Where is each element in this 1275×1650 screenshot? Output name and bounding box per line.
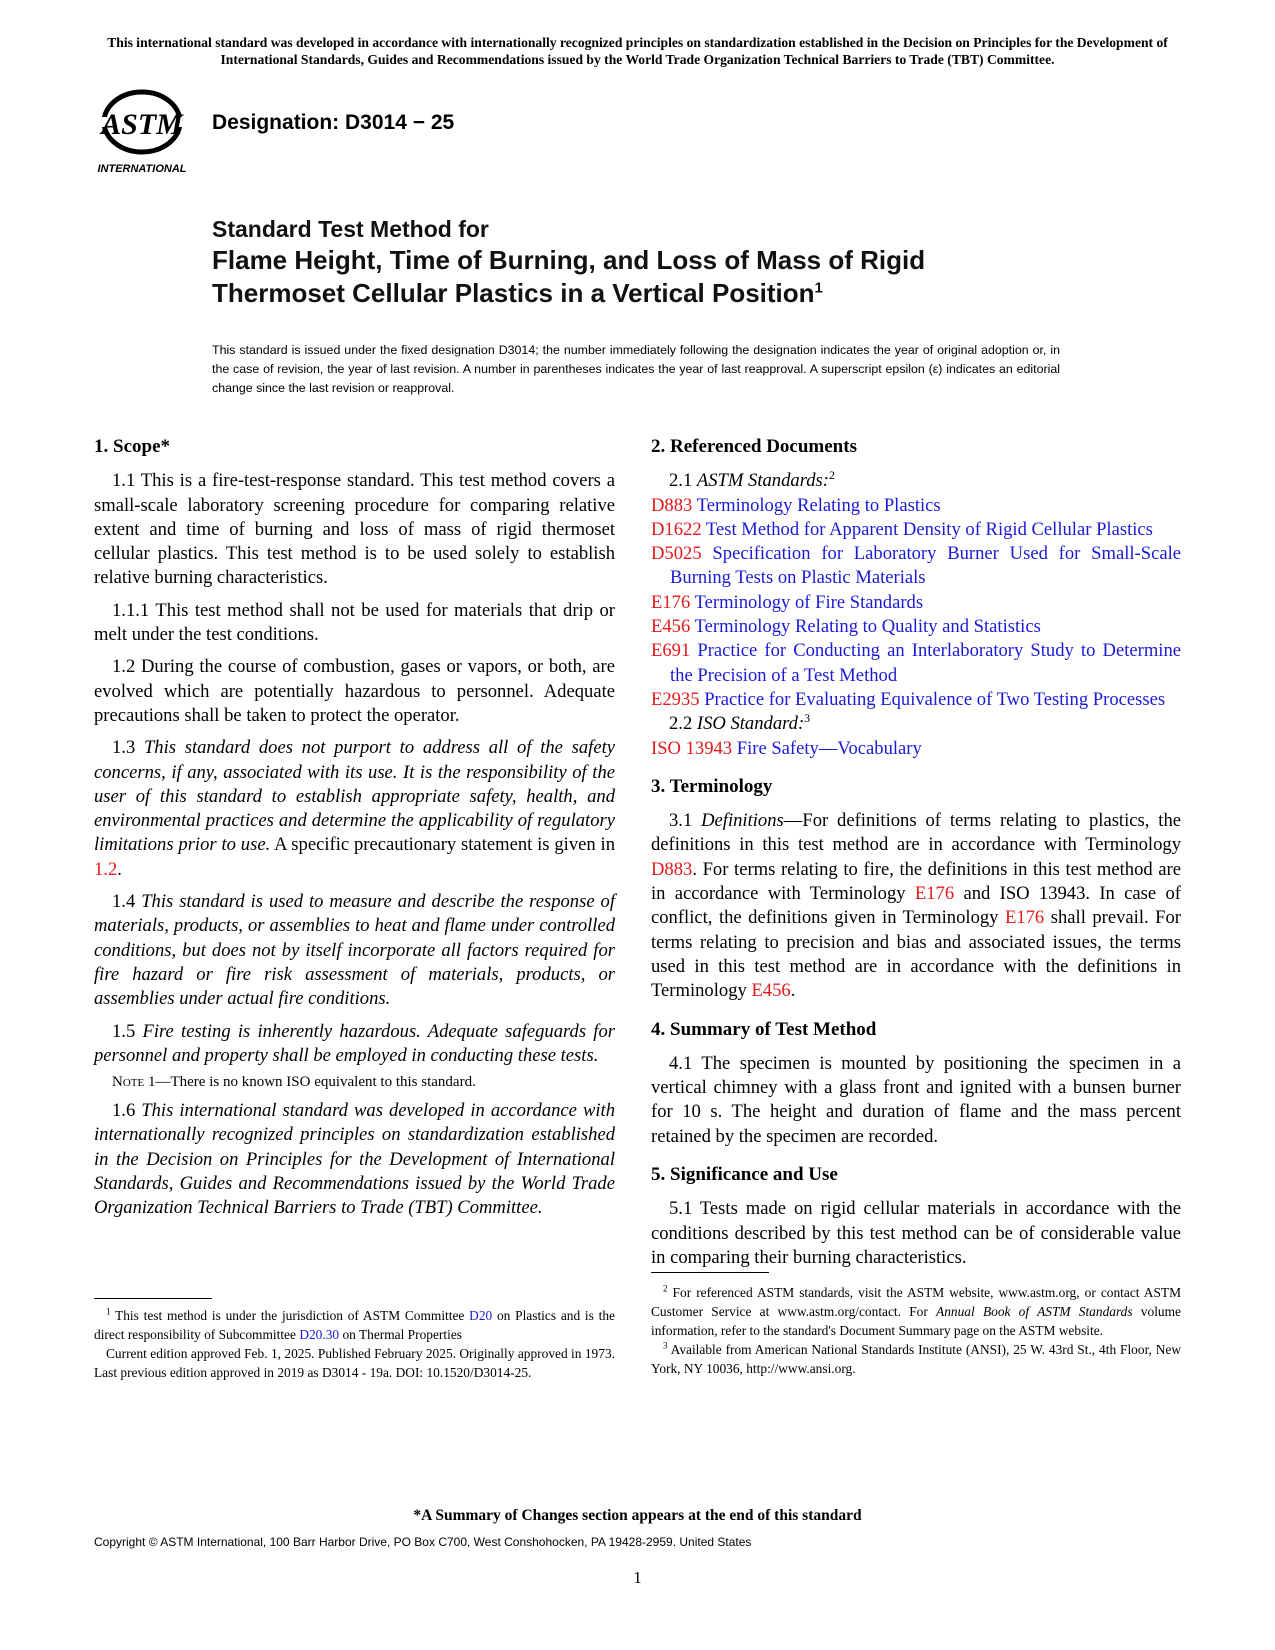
link-1-2[interactable]: 1.2 xyxy=(94,858,118,880)
para-1-6-italic: This international standard was developed in accordance with internationally recognized principles on standardization established in the Decision on Principles for the Development of International Standards, Guides and Recommendations issued by the World Trade Organization Technical Barriers to Trade (TBT) Committee. xyxy=(94,1100,615,1219)
reference-item[interactable] xyxy=(651,591,1181,615)
reference-item[interactable] xyxy=(651,542,1181,591)
iso-reference-list xyxy=(651,737,1181,761)
para-3-1: 3.1 Definitions—For definitions of terms relating to plastics, the definitions in this test method are in accordance with Terminology D883. For terms relating to fire, the definitions in this test method are in accordance with Terminology E176 and ISO 13943. In case of conflict, the definitions given in Terminology E176 shall prevail. For terms relating to precision and bias and associated issues, the terms used in this test method are in accordance with the definitions in Terminology E456. xyxy=(651,810,1181,1002)
page-number: 1 xyxy=(633,1568,642,1587)
link-e176[interactable]: E176 xyxy=(914,883,955,905)
reference-code[interactable]: ISO 13943 xyxy=(651,737,733,759)
astm-logo-icon xyxy=(92,86,192,178)
link-e176[interactable]: E176 xyxy=(1004,907,1045,929)
para-number: 1.4 xyxy=(112,891,136,913)
logo-text: ASTM xyxy=(101,108,183,141)
reference-title[interactable]: Test Method for Apparent Density of Rigid Cellular Plastics xyxy=(701,518,1153,540)
astm-standards-label: 2.1 ASTM Standards:$^2$ xyxy=(669,468,835,492)
reference-code[interactable]: E456 xyxy=(651,616,691,638)
link-d883[interactable]: D883 xyxy=(651,858,693,880)
footnotes-right: $^2$ For referenced ASTM standards, visit the ASTM website, www.astm.org, or contact ASTM Customer Service at www.astm.org/contact. For Annual Book of ASTM Standards volume information, refer to the standard's Document Summary page on the ASTM website. $^3$ Available from American National Standards Institute (ANSI), 25 W. 43rd St., 4th Floor, New York, NY 10036, http://www.ansi.org. xyxy=(651,1283,1182,1376)
reference-item[interactable] xyxy=(651,615,1181,639)
designation: Designation: D3014 − 25 xyxy=(212,111,455,134)
astm-logo xyxy=(92,86,192,178)
reference-code[interactable]: E176 xyxy=(651,591,691,613)
title-line-1: Standard Test Method for xyxy=(212,216,489,242)
para-number: 1.3 xyxy=(112,737,136,759)
reference-title[interactable]: Practice for Conducting an Interlaboratory Study to Determine the Precision of a Test Method xyxy=(670,640,1181,686)
right-column xyxy=(651,435,1181,1278)
section-2-heading: 2. Referenced Documents xyxy=(651,436,857,457)
para-4-1: 4.1 The specimen is mounted by positioning the specimen in a vertical chimney with a glass front and ignited with a bunsen burner for 10 s. The height and duration of flame and the mass percent retained by the specimen are recorded. xyxy=(651,1052,1181,1147)
iso-standard-label: 2.2 ISO Standard:$^3$ xyxy=(669,711,811,735)
para-1-3: 1.3 This standard does not purport to address all of the safety concerns, if any, associated with its use. It is the responsibility of the user of this standard to establish appropriate safety, health, and environmental practices and determine the applicability of regulatory limitations prior to use. A specific precautionary statement is given in 1.2. xyxy=(94,737,616,880)
link-e456[interactable]: E456 xyxy=(751,980,791,1002)
top-notice: This international standard was developed in accordance with internationally recognized principles on standardization established in the Decision on Principles for the Development of International Standards, Guides and Recommendations issued by the World Trade Organization Technical Barriers to Trade (TBT) Committee. xyxy=(107,35,1168,67)
logo-subtext: INTERNATIONAL xyxy=(97,163,187,175)
reference-item[interactable] xyxy=(651,639,1181,688)
reference-code[interactable]: E691 xyxy=(651,640,691,662)
para-number: 1.6 xyxy=(112,1100,136,1122)
para-1-6 xyxy=(94,1099,615,1220)
footnote-1-para-2: Current edition approved Feb. 1, 2025. Published February 2025. Originally approved in 1973. Last previous edition approved in 2019 as D3014 - 19a. DOI: 10.1520/D3014-25. xyxy=(94,1346,615,1380)
para-5-1: 5.1 Tests made on rigid cellular materials in accordance with the conditions described by this test method can be of considerable value in comparing their burning characteristics. xyxy=(651,1198,1181,1268)
reference-title[interactable]: Specification for Laboratory Burner Used for Small-Scale Burning Tests on Plastic Materials xyxy=(670,543,1181,589)
astm-reference-list xyxy=(651,494,1181,713)
para-1-3-tail: A specific precautionary statement is given in xyxy=(274,834,616,856)
para-1-3-italic: This standard does not purport to address all of the safety concerns, if any, associated with its use. It is the responsibility of the user of this standard to establish appropriate safety, health, and environmental practices and determine the applicability of regulatory limitations prior to use. xyxy=(94,737,615,856)
left-column xyxy=(94,435,615,1229)
reference-title[interactable]: Practice for Evaluating Equivalence of Two Testing Processes xyxy=(699,688,1166,710)
note-label: Note xyxy=(112,1074,145,1091)
reference-title[interactable]: Fire Safety—Vocabulary xyxy=(732,737,922,759)
reference-item[interactable] xyxy=(651,518,1181,542)
summary-of-changes-note: *A Summary of Changes section appears at the end of this standard xyxy=(413,1507,862,1524)
footnotes-left: $^1$ This test method is under the jurisdiction of ASTM Committee D20 on Plastics and is the direct responsibility of Subcommittee D20.30 on Thermal Properties Current edition approved Feb. 1, 2025. Published February 2025. Originally approved in 1973. Last previous edition approved in 2019 as D3014 - 19a. DOI: 10.1520/D3014-25. xyxy=(94,1306,615,1380)
section-3-heading: 3. Terminology xyxy=(651,775,773,797)
reference-item[interactable] xyxy=(651,494,1181,518)
para-1-2: 1.2 During the course of combustion, gases or vapors, or both, are evolved which are potentially hazardous to personnel. Adequate precautions shall be taken to protect the operator. xyxy=(94,656,615,726)
issue-note: This standard is issued under the fixed designation D3014; the number immediately following the designation indicates the year of original adoption or, in the case of revision, the year of last revision. A number in parentheses indicates the year of last reapproval. A superscript epsilon (ε) indicates an editorial change since the last revision or reapproval. xyxy=(212,343,1060,395)
reference-code[interactable]: D1622 xyxy=(651,518,702,540)
title-footnote-mark[interactable]: 1 xyxy=(814,279,823,297)
reference-title[interactable]: Terminology of Fire Standards xyxy=(690,591,924,613)
section-1-heading: 1. Scope* xyxy=(94,436,170,457)
copyright: Copyright © ASTM International, 100 Barr Harbor Drive, PO Box C700, West Conshohocken, PA 19428-2959. United States xyxy=(94,1535,752,1549)
para-1-4 xyxy=(94,890,615,1011)
reference-item[interactable] xyxy=(651,737,1181,761)
para-1-1-1: 1.1.1 This test method shall not be used for materials that drip or melt under the test conditions. xyxy=(94,599,615,646)
title-line-3: Thermoset Cellular Plastics in a Vertical Position xyxy=(212,278,815,308)
footnote-rule-left xyxy=(94,1298,212,1299)
footnote-2-mark[interactable]: 2 xyxy=(828,468,835,483)
para-1-5 xyxy=(94,1020,615,1069)
para-number: 1.5 xyxy=(112,1020,136,1042)
section-5-heading: 5. Significance and Use xyxy=(651,1164,838,1186)
reference-code[interactable]: D5025 xyxy=(651,543,702,565)
section-4-heading: 4. Summary of Test Method xyxy=(651,1018,877,1040)
document-title xyxy=(212,214,925,310)
note-1 xyxy=(94,1071,615,1093)
reference-code[interactable]: D883 xyxy=(651,494,693,516)
reference-code[interactable]: E2935 xyxy=(651,688,700,710)
title-line-2: Flame Height, Time of Burning, and Loss of Mass of Rigid xyxy=(212,245,926,275)
para-1-1: 1.1 This is a fire-test-response standard. This test method covers a small-scale laboratory screening procedure for comparing relative extent and time of burning and loss of mass of rigid thermoset cellular plastics. This test method is to be used solely to establish relative burning characteristics. xyxy=(94,470,615,589)
para-1-5-italic: Fire testing is inherently hazardous. Adequate safeguards for personnel and property shall be employed in conducting these tests. xyxy=(94,1020,616,1066)
para-1-4-italic: This standard is used to measure and describe the response of materials, products, or assemblies to heat and flame under controlled conditions, but does not by itself incorporate all factors required for fire hazard or fire risk assessment of materials, products, or assemblies under actual fire conditions. xyxy=(94,891,616,1010)
link-d20-30[interactable]: D20.30 xyxy=(299,1327,340,1342)
note-text: 1—There is no known ISO equivalent to this standard. xyxy=(147,1074,476,1091)
reference-title[interactable]: Terminology Relating to Quality and Statistics xyxy=(690,616,1041,638)
term-definitions: Definitions xyxy=(701,810,784,832)
footnote-3-mark[interactable]: 3 xyxy=(804,711,811,726)
link-d20[interactable]: D20 xyxy=(469,1308,493,1323)
footnote-rule-right xyxy=(651,1272,769,1273)
reference-title[interactable]: Terminology Relating to Plastics xyxy=(692,494,941,516)
reference-item[interactable] xyxy=(651,688,1181,712)
